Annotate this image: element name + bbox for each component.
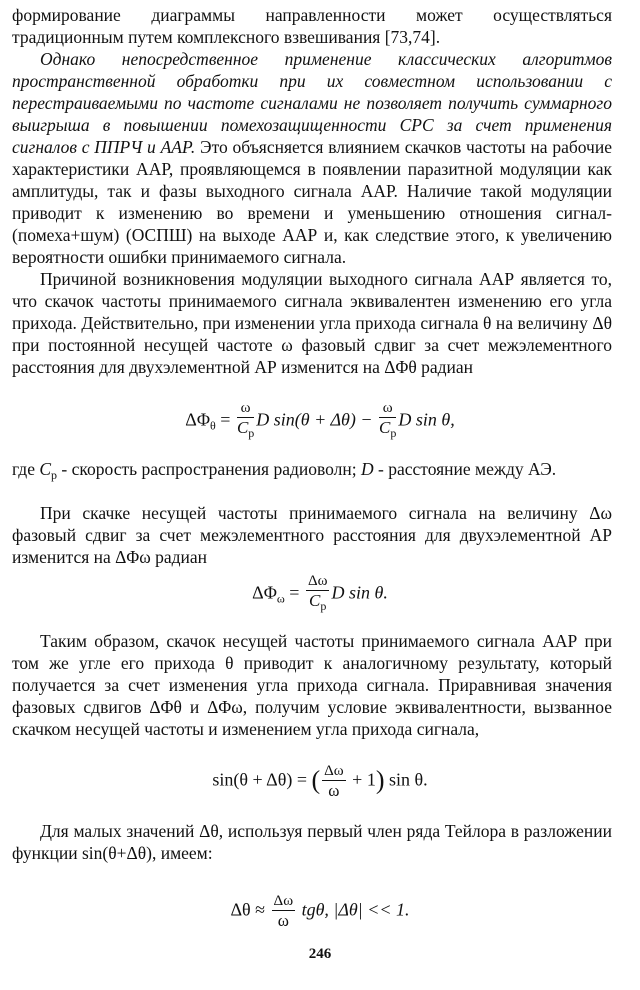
symbol-cp: C xyxy=(39,459,52,479)
f3-lpar: ( xyxy=(311,765,321,795)
paragraph-2-rest: Это объясняется влиянием скачков частоты на рабочие характеристики ААР, проявляющемся в появлении паразитной модуляции как амплитуды, так и фазы выходного сигнала ААР. Наличие такой модуляции приводит к изменению во времени и уменьшению отношения сигнал-(помеха+шум) (ОСПШ) на выходе ААР и, как следствие этого, к увеличению вероятности ошибки принимаемого сигнала. xyxy=(12,137,612,267)
f1-term2: D sin θ, xyxy=(398,409,455,430)
f4-lhs: Δθ ≈ xyxy=(230,899,270,920)
paragraph-7: Для малых значений Δθ, используя первый член ряда Тейлора в разложении функции sin(θ+Δθ), имеем: xyxy=(12,821,612,863)
f1-den2 xyxy=(379,418,396,443)
paragraph-1: формирование диаграммы направленности может осуществляться традиционным путем комплексного взвешивания [73,74]. xyxy=(12,5,612,47)
f1-lhs-sub: θ xyxy=(210,418,216,433)
f3-plus: + 1 xyxy=(347,769,376,790)
f3-term: sin θ. xyxy=(384,769,428,790)
paragraph-5: При скачке несущей частоты принимаемого сигнала на величину Δω фазовый сдвиг за счет межэлементного расстояния для двухэлементной АР изменится на ΔΦω радиан xyxy=(12,503,612,567)
formula-equivalence xyxy=(0,763,640,800)
paragraph-6: Таким образом, скачок несущей частоты принимаемого сигнала ААР при том же угле его прихода θ приводит к аналогичному результату, который получается за счет изменения угла прихода сигнала. Приравнивая значения фазовых сдвигов ΔΦθ и ΔΦω, получим условие эквивалентности, вызванное скачком несущей частоты и изменением угла прихода сигнала, xyxy=(12,631,612,739)
f2-eq: = xyxy=(284,582,304,603)
f1-lhs: ΔΦ xyxy=(185,409,211,430)
f1-eq: = xyxy=(215,409,235,430)
f2-den-sub: p xyxy=(320,599,327,613)
f2-lhs-sub: ω xyxy=(276,591,285,606)
f1-den1-c: C xyxy=(236,418,249,437)
formula-phase-shift-angle xyxy=(0,400,640,443)
f2-den-c: C xyxy=(309,591,321,610)
f2-lhs: ΔΦ xyxy=(252,582,277,603)
f1-num1: ω xyxy=(237,400,254,418)
p4-distance: - расстояние между АЭ. xyxy=(373,459,557,479)
f3-fraction xyxy=(322,763,346,800)
paragraph-3: Причиной возникновения модуляции выходного сигнала ААР является то, что скачок частоты принимаемого сигнала эквивалентен изменению его угла прихода. Действительно, при изменении угла прихода сигнала θ на величину Δθ при постоянной несущей частоте ω фазовый сдвиг за счет межэлементного расстояния для двухэлементной АР изменится на ΔΦθ радиан xyxy=(12,269,612,377)
f3-num: Δω xyxy=(324,763,344,779)
f1-den1-sub: p xyxy=(248,426,255,440)
f1-den2-sub: p xyxy=(390,426,397,440)
symbol-d: D xyxy=(361,459,374,479)
f2-fraction xyxy=(306,573,330,616)
f4-fraction xyxy=(272,893,296,930)
formula-phase-shift-frequency xyxy=(0,573,640,616)
f3-rpar: ) xyxy=(375,765,385,795)
f2-den xyxy=(306,591,330,616)
f2-num: Δω xyxy=(307,573,328,589)
formula-taylor xyxy=(0,893,640,930)
f1-fraction-2 xyxy=(379,400,396,443)
f4-term: tgθ, |Δθ| << 1. xyxy=(297,899,410,920)
page-number: 246 xyxy=(308,946,332,962)
f1-den1 xyxy=(237,418,254,443)
f1-term1: D sin(θ + Δθ) − xyxy=(256,409,377,430)
p4-speed: - скорость распространения радиоволн; xyxy=(57,459,362,479)
f3-lhs: sin(θ + Δθ) = xyxy=(212,769,312,790)
f1-den2-c: C xyxy=(379,418,391,437)
f2-term: D sin θ. xyxy=(331,582,388,603)
symbol-cp-sub: p xyxy=(51,468,58,482)
paragraph-4 xyxy=(12,458,612,486)
f1-fraction-1 xyxy=(237,400,254,443)
f4-num: Δω xyxy=(273,893,294,909)
p4-where: где xyxy=(12,459,40,479)
paragraph-2-italic: Однако непосредственное применение классических алгоритмов пространственной обработки при их совместном использовании с перестраиваемыми по частоте сигналами не позволяет получить суммарного выигрыша в повышении помехозащищенности СРС за счет применения сигналов с ППРЧ и ААР. xyxy=(12,49,612,157)
f4-den: ω xyxy=(277,911,289,930)
paragraph-2 xyxy=(12,48,612,268)
f3-den: ω xyxy=(328,781,340,800)
f1-num2: ω xyxy=(379,400,396,418)
